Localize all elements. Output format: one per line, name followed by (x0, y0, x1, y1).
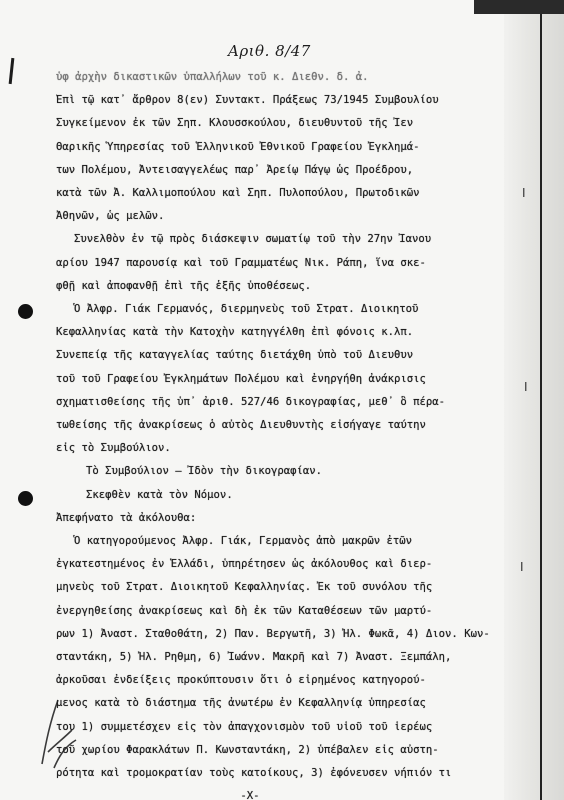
punch-hole-top (18, 304, 33, 319)
document-number: Αριθ. 8/47 (228, 42, 311, 60)
text-line: Ὁ κατηγορούμενος Ἀλφρ. Γιάκ, Γερμανὸς ἀπὸ μακρῶν ἐτῶν (74, 535, 413, 548)
text-line: Συνελθὸν ἐν τῷ πρὸς διάσκεψιν σωματίῳ τοῦ τὴν 27ην Ἰανου (74, 233, 432, 246)
text-line: Σκεφθὲν κατὰ τὸν Νόμον. (86, 488, 233, 501)
text-line: ρων 1) Ἀναστ. Σταθοθάτη, 2) Παν. Βεργωτῆ, 3) Ἠλ. Φωκᾶ, 4) Διον. Κων- (56, 627, 490, 640)
text-line: φθῇ καὶ ἀποφανθῇ ἐπὶ τῆς ἑξῆς ὑποθέσεως. (56, 279, 312, 292)
margin-mark-2: Ι (524, 380, 528, 394)
text-line: Ἀθηνῶν, ὡς μελῶν. (56, 210, 165, 223)
text-line: τοῦ χωρίου Φαρακλάτων Π. Κωνσταντάκη, 2) ὑπέβαλεν εἰς αὐστη- (56, 743, 439, 756)
text-line: ὑφ ἀρχὴν δικαστικῶν ὑπαλλήλων τοῦ κ. Διεθν. δ. ἀ. (56, 71, 369, 83)
text-line: του 1) συμμετέσχεν εἰς τὸν ἀπαγχονισμὸν τοῦ υἱοῦ τοῦ ἱερέως (56, 720, 433, 733)
document-body (56, 66, 504, 800)
text-line: τωθείσης τῆς ἀνακρίσεως ὁ αὐτὸς Διευθυντὴς εἰσήγαγε ταύτην (56, 419, 426, 432)
text-line: Ἐπὶ τῷ κατ᾽ ἄρθρον 8(εν) Συντακτ. Πράξεως 73/1945 Συμβουλίου (56, 94, 439, 107)
text-line: σταντάκη, 5) Ἠλ. Ρηθμη, 6) Ἰωάνν. Μακρῆ καὶ 7) Ἀναστ. Ξεμπάλη, (56, 651, 452, 664)
text-line: τοῦ τοῦ Γραφείου Ἐγκλημάτων Πολέμου καὶ ἐνηργήθη ἀνάκρισις (56, 372, 426, 385)
text-line: Συγκείμενον ἐκ τῶν Σηπ. Κλουσσκούλου, διευθυντοῦ τῆς Ἰεν (56, 117, 414, 130)
text-line: αρίου 1947 παρουσίᾳ καὶ τοῦ Γραμματέως Νικ. Ράπη, ἵνα σκε- (56, 256, 426, 269)
margin-mark-3: Ι (520, 560, 524, 574)
page-edge-line (540, 0, 542, 800)
text-line: κατὰ τῶν Ἀ. Καλλιμοπούλου καὶ Σηπ. Πυλοπούλου, Πρωτοδικῶν (56, 187, 420, 200)
text-line: εἰς τὸ Συμβούλιον. (56, 442, 171, 455)
text-line: μηνεὺς τοῦ Στρατ. Διοικητοῦ Κεφαλληνίας. Ἐκ τοῦ συνόλου τῆς (56, 581, 433, 594)
text-line: Ὁ Ἀλφρ. Γιάκ Γερμανός, διερμηνεὺς τοῦ Στρατ. Διοικητοῦ (74, 303, 419, 316)
page-end-mark: -X- (240, 790, 260, 800)
margin-pen-mark (9, 58, 15, 84)
margin-mark-1: Ι (522, 186, 526, 200)
text-line: Συνεπείᾳ τῆς καταγγελίας ταύτης διετάχθη ὑπὸ τοῦ Διευθυν (56, 349, 414, 362)
text-line: Ἀπεφήνατο τὰ ἀκόλουθα: (56, 511, 197, 524)
text-line: μενος κατὰ τὸ διάστημα τῆς ἀνωτέρω ἐν Κεφαλληνίᾳ ὑπηρεσίας (56, 697, 426, 710)
text-line: ρότητα καὶ τρομοκρατίαν τοὺς κατοίκους, 3) ἐφόνευσεν νήπιόν τι (56, 767, 452, 780)
text-line: ἐνεργηθείσης ἀνακρίσεως καὶ δὴ ἐκ τῶν Καταθέσεων τῶν μαρτύ- (56, 604, 433, 617)
page-edge-shadow (504, 0, 564, 800)
text-line: σχηματισθείσης τῆς ὑπ᾽ ἀριθ. 527/46 δικογραφίας, μεθ᾽ ὃ πέρα- (56, 395, 446, 408)
text-line: Κεφαλληνίας κατὰ τὴν Κατοχὴν κατηγγέλθη ἐπὶ φόνοις κ.λπ. (56, 326, 414, 339)
text-line: των Πολέμου, Ἀντεισαγγελέως παρ᾽ Ἀρείῳ Πάγῳ ὡς Προέδρου, (56, 163, 414, 176)
text-line: Τὸ Συμβούλιον – Ἰδὸν τὴν δικογραφίαν. (86, 465, 322, 478)
text-line: ἀρκοῦσαι ἐνδείξεις προκύπτουσιν ὅτι ὁ εἰρημένος κατηγορού- (56, 674, 426, 687)
punch-hole-bottom (18, 491, 33, 506)
text-line: Θαρικῆς Ὑπηρεσίας τοῦ Ἑλληνικοῦ Ἐθνικοῦ Γραφείου Ἐγκλημά- (56, 140, 420, 153)
scan-top-band (474, 0, 564, 14)
text-line: ἐγκατεστημένος ἐν Ἑλλάδι, ὑπηρέτησεν ὡς ἀκόλουθος καὶ διερ- (56, 558, 433, 571)
